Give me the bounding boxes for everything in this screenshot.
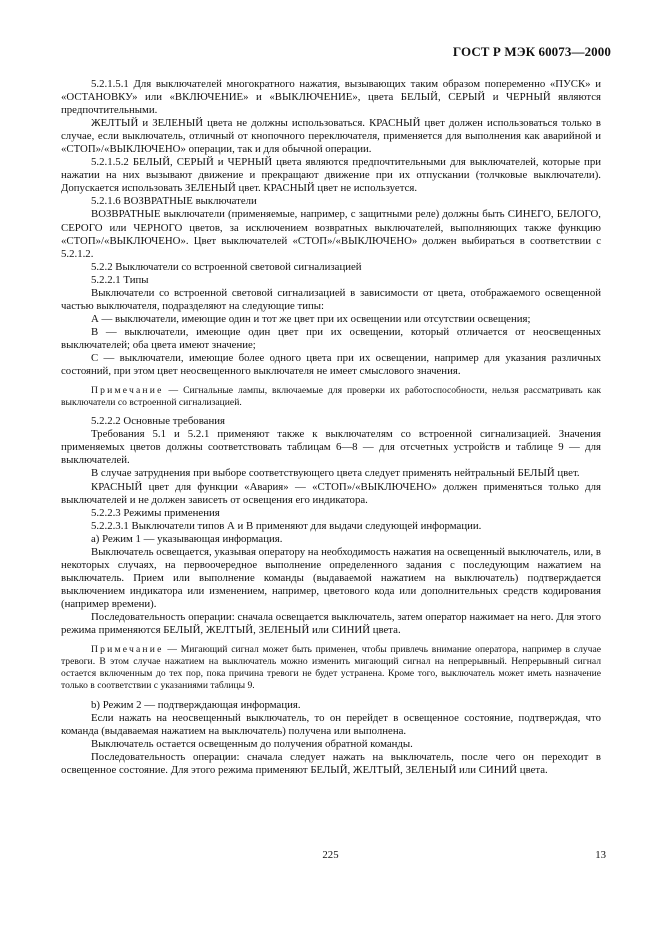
heading-5-2-2-2: 5.2.2.2 Основные требования: [91, 415, 225, 428]
paragraph-5-2-2-3-1: 5.2.2.3.1 Выключатели типов А и В применяют для выдачи следующей информации.: [91, 519, 482, 532]
paragraph-red-emergency: КРАСНЫЙ цвет для функции «Авария» — «СТОП»/«ВЫКЛЮЧЕНО» должен применяться только для выключателей и не должен зависеть от освещения его индикатора.: [61, 480, 601, 506]
paragraph-type-b: В — выключатели, имеющие один цвет при их освещении, который отличается от неосвещенных выключателей; оба цвета имеют значение;: [61, 325, 601, 351]
paragraph-mode-1: а) Режим 1 — указывающая информация.: [91, 532, 283, 545]
paragraph-mode-2-sequence: Последовательность операции: сначала следует нажать на выключатель, после чего он переходит в освещенное состояние. Для этого режима применяют БЕЛЫЙ, ЖЕЛТЫЙ, ЗЕЛЕНЫЙ или СИНИЙ цвета.: [61, 750, 601, 776]
note-text: — Сигнальные лампы, включаемые для проверки их работоспособности, нельзя рассматривать как выключатели со встроенной сигнализацией.: [61, 385, 601, 408]
heading-5-2-2-3: 5.2.2.3 Режимы применения: [91, 506, 220, 519]
document-body: [61, 78, 601, 777]
note-text: — Мигающий сигнал может быть применен, чтобы привлечь внимание оператора, например в случае тревоги. В этом случае нажатием на выключатель можно изменить мигающий сигнал на непрерывный. Непрерывный сигнал остается включенным до тех пор, пока причина тревоги не будет устранена. Кроме того, выключатель может иметь назначение только в соответствии с указаниями таблицы 9.: [61, 644, 601, 691]
paragraph-type-c: С — выключатели, имеющие более одного цвета при их освещении, например для указания различных состояний, при этом цвет неосвещенного выключателя не имеет смыслового значения.: [61, 351, 601, 378]
paragraph-mode-1-description: Выключатель освещается, указывая оператору на необходимость нажатия на освещенный выключатель, или, в некоторых случаях, на первоочередное выполнение определенного задания с последующим нажатием на выключатель. Прием или выполнение команды (выдаваемой нажатием на выключатель) подтверждается выключением индикатора или изменением, например, цветового кода или дополнительных средств кодирования (например времени).: [61, 545, 602, 610]
heading-5-2-2-1: 5.2.2.1 Типы: [91, 273, 149, 286]
paragraph-requirements: Требования 5.1 и 5.2.1 применяют также к выключателям со встроенной сигнализацией. Значения применяемых цветов должны соответствовать таблицам 6—8 — для отсчетных устройств и таблице 9 — для выключателей.: [61, 428, 601, 467]
paragraph-reset-switches: ВОЗВРАТНЫЕ выключатели (применяемые, например, с защитными реле) должны быть СИНЕГО, БЕЛОГО, СЕРОГО или ЧЕРНОГО цветов, за исключением возвратных выключателей, выполняющих также функцию «СТОП»/«ВЫКЛЮЧЕНО». Цвет выключателей «СТОП»/«ВЫКЛЮЧЕНО» должен выбираться в соответствии с 5.2.1.2.: [61, 208, 601, 260]
paragraph-5-2-1-5-1: 5.2.1.5.1 Для выключателей многократного нажатия, вызывающих таким образом попеременно «ПУСК» и «ОСТАНОВКУ» или «ВКЛЮЧЕНИЕ» и «ВЫКЛЮЧЕНИЕ», цвета БЕЛЫЙ, СЕРЫЙ и ЧЕРНЫЙ являются предпочтительными.: [61, 78, 601, 117]
paragraph-mode-2-remains-lit: Выключатель остается освещенным до получения обратной команды.: [91, 737, 413, 750]
note-label: Примечание: [91, 644, 164, 656]
paragraph-mode-2-description: Если нажать на неосвещенный выключатель, то он перейдет в освещенное состояние, подтверждая, что команда (выдаваемая нажатием на выключатель) получена или выполнена.: [61, 711, 601, 737]
page-number-center: 225: [322, 849, 339, 861]
paragraph-neutral-white: В случае затруднения при выборе соответствующего цвета следует применять нейтральный БЕЛЫЙ цвет.: [91, 467, 580, 480]
paragraph-mode-2: b) Режим 2 — подтверждающая информация.: [91, 698, 301, 711]
heading-5-2-2: 5.2.2 Выключатели со встроенной световой сигнализацией: [91, 260, 362, 273]
note-2: [61, 644, 601, 692]
paragraph-types-intro: Выключатели со встроенной световой сигнализацией в зависимости от цвета, отображаемого освещенной частью выключателя, подразделяют на следующие типы:: [61, 286, 601, 312]
heading-5-2-1-6: 5.2.1.6 ВОЗВРАТНЫЕ выключатели: [91, 195, 257, 208]
paragraph-type-a: А — выключатели, имеющие один и тот же цвет при их освещении или отсутствии освещения;: [91, 312, 531, 325]
paragraph-red-color-usage: ЖЕЛТЫЙ и ЗЕЛЕНЫЙ цвета не должны использоваться. КРАСНЫЙ цвет должен использоваться только в случае, если выключатель, отличный от кнопочного переключателя, применяется для выполнения как аварийной и «СТОП»/«ВЫКЛЮЧЕНО» операции, так и для обычной операции.: [61, 117, 601, 156]
paragraph-mode-1-sequence: Последовательность операции: сначала освещается выключатель, затем оператор нажимает на него. Для этого режима применяются БЕЛЫЙ, ЖЕЛТЫЙ, ЗЕЛЕНЫЙ или СИНИЙ цвета.: [61, 610, 601, 637]
paragraph-5-2-1-5-2: 5.2.1.5.2 БЕЛЫЙ, СЕРЫЙ и ЧЕРНЫЙ цвета являются предпочтительными для выключателей, которые при нажатии на них вызывают движение и прекращают движение при их отпускании (толчковые выключатели). Допускается использовать ЗЕЛЕНЫЙ цвет. КРАСНЫЙ цвет не используется.: [61, 156, 601, 195]
page-number-right: 13: [595, 849, 606, 861]
note-label: Примечание: [91, 385, 164, 397]
standard-header: ГОСТ Р МЭК 60073—2000: [452, 44, 611, 59]
note-1: [61, 385, 601, 408]
